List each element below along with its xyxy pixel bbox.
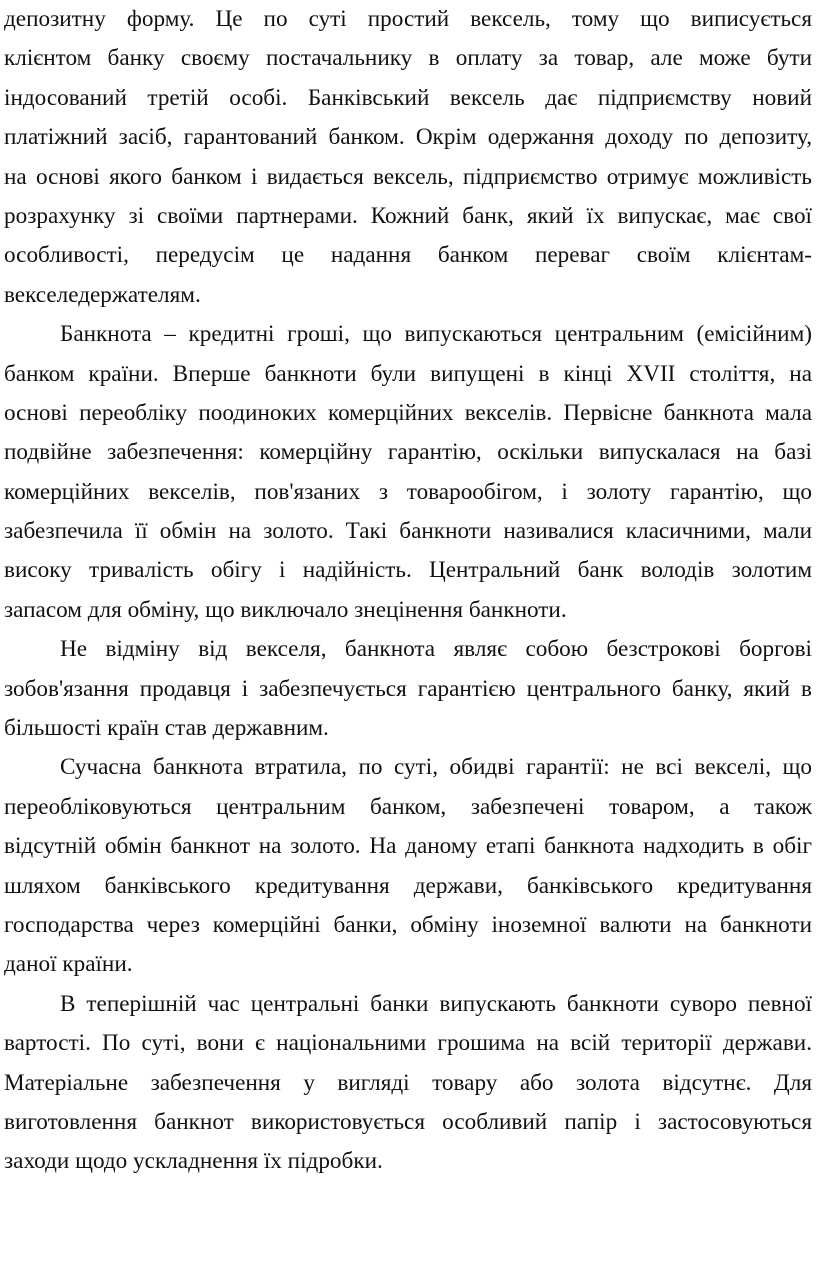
- paragraph-4: [4, 748, 812, 984]
- text-line: зобов'язання продавця і забезпечується гарантією центрального банку, який в: [4, 675, 812, 702]
- text-line: забезпечила її обмін на золото. Такі банкноти називалися класичними, мали: [4, 518, 812, 545]
- text-line: запасом для обміну, що виключало знецінення банкноти.: [4, 596, 567, 623]
- text-line: банком країни. Вперше банкноти були випущені в кінці XVII століття, на: [4, 360, 812, 387]
- text-line: клієнтом банку своєму постачальнику в оплату за товар, але може бути: [4, 45, 812, 72]
- text-line: високу тривалість обігу і надійність. Центральний банк володів золотим: [4, 557, 812, 584]
- text-line: вартості. По суті, вони є національними грошима на всій території держави.: [4, 1030, 812, 1057]
- text-line: відсутній обмін банкнот на золото. На даному етапі банкнота надходить в обіг: [4, 833, 812, 860]
- document-page: [4, 0, 812, 1182]
- text-line: основі переобліку поодиноких комерційних векселів. Первісне банкнота мала: [4, 399, 812, 426]
- paragraph-5: [4, 985, 812, 1182]
- text-line: особливості, передусім це надання банком переваг своїм клієнтам-: [4, 242, 812, 269]
- text-line: векселедержателям.: [4, 281, 201, 308]
- text-line: більшості країн став державним.: [4, 715, 329, 742]
- text-line: Не відміну від векселя, банкнота являє собою безстрокові боргові: [60, 636, 812, 663]
- text-line: розрахунку зі своїми партнерами. Кожний банк, який їх випускає, має свої: [4, 202, 812, 229]
- text-line: Банкнота – кредитні гроші, що випускаються центральним (емісійним): [60, 321, 812, 348]
- text-line: заходи щодо ускладнення їх підробки.: [4, 1148, 383, 1175]
- text-line: подвійне забезпечення: комерційну гарантію, оскільки випускалася на базі: [4, 439, 812, 466]
- paragraph-1: [4, 0, 812, 315]
- text-line: на основі якого банком і видається вексель, підприємство отримує можливість: [4, 163, 812, 190]
- text-line: Сучасна банкнота втратила, по суті, обидві гарантії: не всі векселі, що: [60, 754, 812, 781]
- paragraph-3: [4, 630, 812, 748]
- text-line: виготовлення банкнот використовується особливий папір і застосовуються: [4, 1108, 812, 1135]
- text-line: платіжний засіб, гарантований банком. Окрім одержання доходу по депозиту,: [4, 124, 812, 151]
- text-line: даної країни.: [4, 951, 133, 978]
- text-line: переобліковуються центральним банком, забезпечені товаром, а також: [4, 793, 812, 820]
- paragraph-2: [4, 315, 812, 630]
- text-line: індосований третій особі. Банківський вексель дає підприємству новий: [4, 84, 812, 111]
- text-line: Матеріальне забезпечення у вигляді товару або золота відсутнє. Для: [4, 1069, 812, 1096]
- text-line: шляхом банківського кредитування держави, банківського кредитування: [4, 872, 812, 899]
- text-line: В теперішній час центральні банки випускають банкноти суворо певної: [60, 990, 812, 1017]
- text-line: депозитну форму. Це по суті простий вексель, тому що виписується: [4, 6, 812, 32]
- text-line: комерційних векселів, пов'язаних з товарообігом, і золоту гарантію, що: [4, 478, 812, 505]
- text-line: господарства через комерційні банки, обміну іноземної валюти на банкноти: [4, 911, 812, 938]
